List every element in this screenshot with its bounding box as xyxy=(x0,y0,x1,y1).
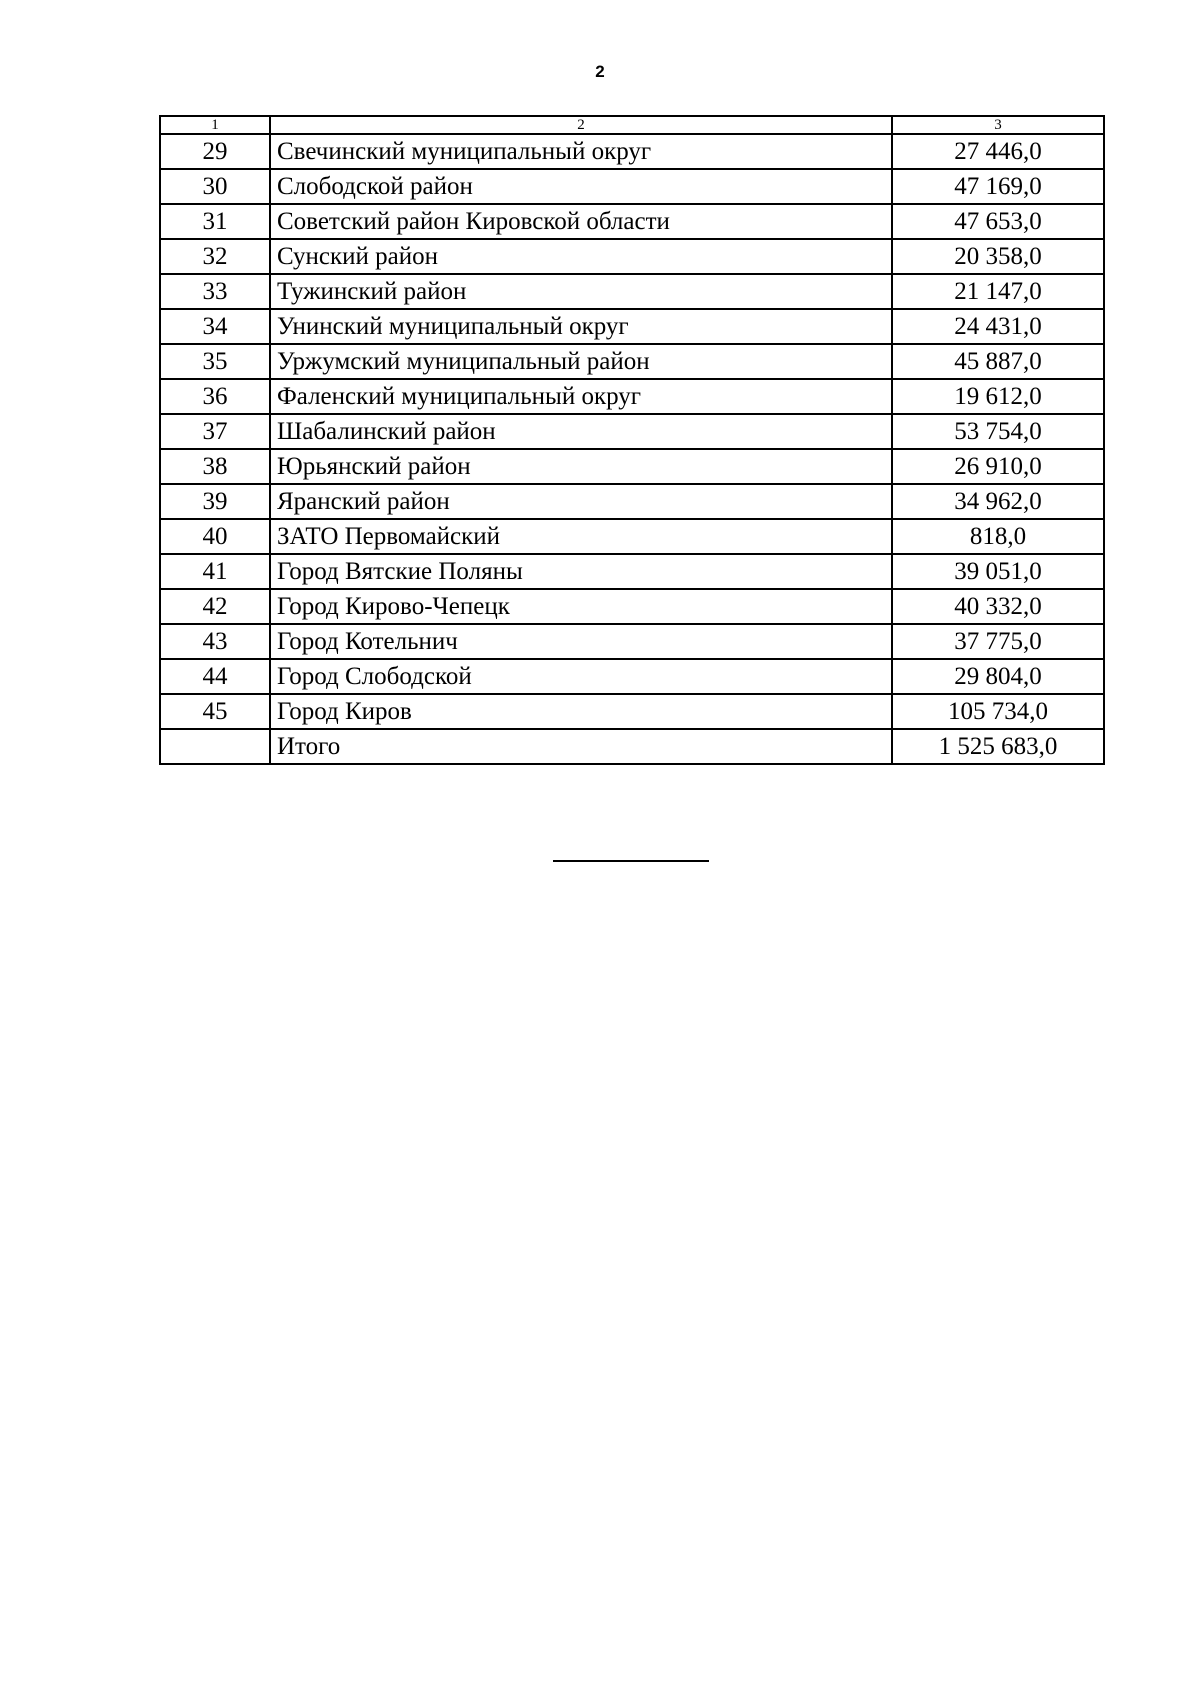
row-number: 32 xyxy=(160,239,270,274)
row-name: Сунский район xyxy=(270,239,892,274)
header-col-1: 1 xyxy=(160,116,270,134)
table-row xyxy=(160,379,1104,414)
row-value: 39 051,0 xyxy=(892,554,1104,589)
row-name: Яранский район xyxy=(270,484,892,519)
total-label: Итого xyxy=(270,729,892,764)
row-number: 44 xyxy=(160,659,270,694)
row-number: 37 xyxy=(160,414,270,449)
row-value: 24 431,0 xyxy=(892,309,1104,344)
table-row xyxy=(160,169,1104,204)
row-value: 27 446,0 xyxy=(892,134,1104,169)
row-value: 818,0 xyxy=(892,519,1104,554)
table-row xyxy=(160,624,1104,659)
row-name: Город Слободской xyxy=(270,659,892,694)
row-name: Свечинский муниципальный округ xyxy=(270,134,892,169)
row-name: ЗАТО Первомайский xyxy=(270,519,892,554)
header-col-2: 2 xyxy=(270,116,892,134)
row-number: 33 xyxy=(160,274,270,309)
total-value: 1 525 683,0 xyxy=(892,729,1104,764)
table-body xyxy=(160,134,1104,764)
row-number: 29 xyxy=(160,134,270,169)
row-value: 34 962,0 xyxy=(892,484,1104,519)
end-rule-line xyxy=(553,860,709,862)
table-row xyxy=(160,449,1104,484)
row-number: 36 xyxy=(160,379,270,414)
row-value: 19 612,0 xyxy=(892,379,1104,414)
row-name: Унинский муниципальный округ xyxy=(270,309,892,344)
row-number: 38 xyxy=(160,449,270,484)
row-value: 47 169,0 xyxy=(892,169,1104,204)
row-number: 43 xyxy=(160,624,270,659)
row-number: 35 xyxy=(160,344,270,379)
table-header xyxy=(160,116,1104,134)
row-name: Слободской район xyxy=(270,169,892,204)
row-number: 30 xyxy=(160,169,270,204)
row-value: 47 653,0 xyxy=(892,204,1104,239)
table-row xyxy=(160,589,1104,624)
row-number: 39 xyxy=(160,484,270,519)
table-row xyxy=(160,554,1104,589)
row-number: 41 xyxy=(160,554,270,589)
table-row xyxy=(160,309,1104,344)
row-value: 21 147,0 xyxy=(892,274,1104,309)
row-name: Город Киров xyxy=(270,694,892,729)
table-row xyxy=(160,274,1104,309)
row-name: Юрьянский район xyxy=(270,449,892,484)
table-row xyxy=(160,414,1104,449)
total-row xyxy=(160,729,1104,764)
page-number: 2 xyxy=(595,62,605,81)
row-number: 31 xyxy=(160,204,270,239)
table-row xyxy=(160,239,1104,274)
row-number: 40 xyxy=(160,519,270,554)
row-name: Фаленский муниципальный округ xyxy=(270,379,892,414)
allocation-table xyxy=(159,115,1105,765)
row-name: Шабалинский район xyxy=(270,414,892,449)
row-name: Уржумский муниципальный район xyxy=(270,344,892,379)
table-row xyxy=(160,519,1104,554)
table-row xyxy=(160,344,1104,379)
row-value: 105 734,0 xyxy=(892,694,1104,729)
table-row xyxy=(160,204,1104,239)
row-name: Советский район Кировской области xyxy=(270,204,892,239)
row-name: Город Котельнич xyxy=(270,624,892,659)
row-value: 20 358,0 xyxy=(892,239,1104,274)
row-number: 34 xyxy=(160,309,270,344)
row-number: 45 xyxy=(160,694,270,729)
row-name: Город Кирово-Чепецк xyxy=(270,589,892,624)
row-name: Город Вятские Поляны xyxy=(270,554,892,589)
row-name: Тужинский район xyxy=(270,274,892,309)
table-row xyxy=(160,484,1104,519)
total-number xyxy=(160,729,270,764)
row-value: 53 754,0 xyxy=(892,414,1104,449)
table-row xyxy=(160,134,1104,169)
row-value: 40 332,0 xyxy=(892,589,1104,624)
row-number: 42 xyxy=(160,589,270,624)
row-value: 45 887,0 xyxy=(892,344,1104,379)
table-row xyxy=(160,694,1104,729)
table-row xyxy=(160,659,1104,694)
row-value: 37 775,0 xyxy=(892,624,1104,659)
row-value: 26 910,0 xyxy=(892,449,1104,484)
header-row xyxy=(160,116,1104,134)
row-value: 29 804,0 xyxy=(892,659,1104,694)
header-col-3: 3 xyxy=(892,116,1104,134)
